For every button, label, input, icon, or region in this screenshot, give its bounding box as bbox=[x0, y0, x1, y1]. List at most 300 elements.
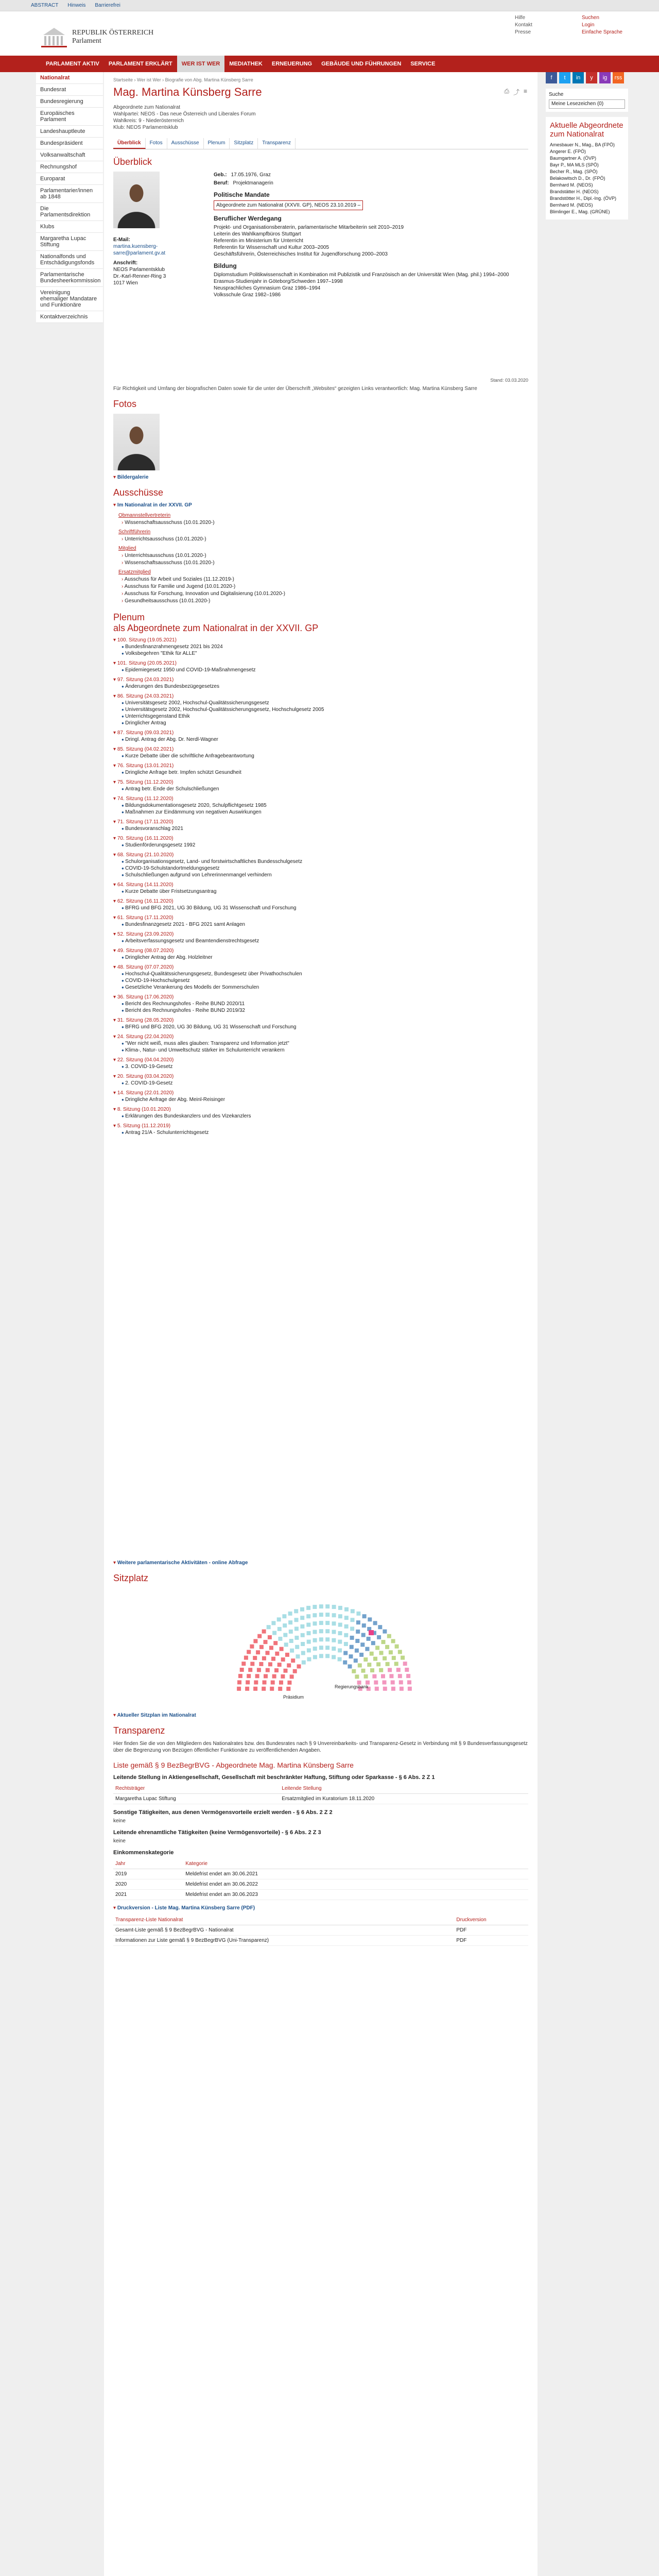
header-easy-language-link[interactable]: Einfache Sprache bbox=[582, 29, 622, 35]
seat bbox=[295, 1645, 299, 1649]
session-item[interactable]: ● Dringliche Anfrage der Abg. Meinl-Reisinger bbox=[122, 1096, 528, 1103]
committee-item[interactable]: › Wissenschaftsausschuss (10.01.2020-) bbox=[122, 560, 528, 567]
seat-plan-link[interactable]: ▾ Aktueller Sitzplan im Nationalrat bbox=[113, 1713, 528, 1718]
session-item[interactable]: ● Schulschließungen aufgrund von Lehrerinnenmangel verhindern bbox=[122, 872, 528, 878]
sidebar-item[interactable]: Die Parlamentsdirektion bbox=[36, 203, 103, 221]
session-item[interactable]: ● Dringliche Anfrage betr. Impfen schützt Gesundheit bbox=[122, 769, 528, 776]
header-links bbox=[515, 14, 532, 36]
seat bbox=[269, 1646, 273, 1650]
seat bbox=[259, 1662, 263, 1666]
seat bbox=[387, 1634, 391, 1638]
seat bbox=[313, 1630, 317, 1634]
session-block bbox=[113, 1017, 528, 1030]
session-date[interactable]: ▾ 86. Sitzung (24.03.2021) bbox=[113, 693, 528, 700]
seat bbox=[288, 1620, 292, 1624]
address-line-2: Dr.-Karl-Renner-Ring 3 bbox=[113, 274, 166, 279]
seat bbox=[332, 1630, 336, 1634]
seat bbox=[313, 1647, 317, 1651]
session-item[interactable]: ● Unterrichtsgegenstand Ethik bbox=[122, 713, 528, 720]
seat bbox=[352, 1669, 356, 1673]
t4-cell: Meldefrist endet am 30.06.2022 bbox=[183, 1879, 528, 1890]
menu-icon[interactable]: ≡ bbox=[523, 88, 527, 95]
seat bbox=[383, 1630, 387, 1634]
session-item[interactable]: ● Dringlicher Antrag bbox=[122, 720, 528, 726]
seat bbox=[279, 1681, 283, 1685]
committee-role: Mitglied bbox=[118, 546, 136, 551]
sidebar-item[interactable]: Bundespräsident bbox=[36, 138, 103, 149]
sidebar-item[interactable]: Vereinigung ehemaliger Mandatare und Funktionäre bbox=[36, 287, 103, 311]
sidebar-item[interactable]: Nationalrat bbox=[36, 72, 103, 84]
seat bbox=[237, 1687, 241, 1691]
committee-item[interactable]: › Ausschuss für Forschung, Innovation und Digitalisierung (10.01.2020-) bbox=[122, 590, 528, 598]
t4-cell: 2021 bbox=[113, 1890, 183, 1900]
sidebar-item[interactable]: Nationalfonds und Entschädigungsfonds bbox=[36, 251, 103, 269]
seat bbox=[301, 1651, 305, 1655]
table-row bbox=[113, 1869, 528, 1879]
session-item[interactable]: ● Hochschul-Qualitätssicherungsgesetz, Bundesgesetz über Privathochschulen bbox=[122, 971, 528, 977]
aktuell-item[interactable]: Baumgartner A. (ÖVP) bbox=[550, 156, 597, 161]
header-link-help[interactable]: Hilfe bbox=[515, 15, 526, 21]
session-item[interactable]: ● Antrag betr. Ende der Schulschließungen bbox=[122, 786, 528, 792]
seat bbox=[278, 1637, 282, 1641]
session-date[interactable]: ▾ 5. Sitzung (11.12.2019) bbox=[113, 1123, 528, 1129]
seat bbox=[351, 1618, 355, 1622]
seat bbox=[383, 1687, 387, 1691]
nav-parlament-aktiv[interactable]: PARLAMENT AKTIV bbox=[46, 61, 99, 67]
t4-cell: Meldefrist endet am 30.06.2021 bbox=[183, 1869, 528, 1879]
career-entry: Referentin für Wissenschaft und Kultur 2003–2005 bbox=[214, 245, 330, 250]
committee-item[interactable]: › Unterrichtsausschuss (10.01.2020-) bbox=[122, 536, 528, 543]
seat bbox=[283, 1633, 287, 1637]
session-date[interactable]: ▾ 22. Sitzung (04.04.2020) bbox=[113, 1057, 528, 1063]
session-date[interactable]: ▾ 87. Sitzung (09.03.2021) bbox=[113, 730, 528, 736]
career-entry: Projekt- und Organisationsberaterin, parlamentarische Mitarbeiterin seit 2010–2019 bbox=[214, 225, 404, 230]
seat bbox=[271, 1657, 275, 1661]
seat bbox=[373, 1657, 377, 1661]
seat bbox=[383, 1681, 387, 1685]
seat bbox=[266, 1651, 270, 1655]
session-date[interactable]: ▾ 76. Sitzung (13.01.2021) bbox=[113, 762, 528, 769]
tab-seat[interactable]: Sitzplatz bbox=[230, 138, 258, 149]
session-block bbox=[113, 1090, 528, 1103]
seat bbox=[294, 1609, 298, 1613]
seat bbox=[358, 1664, 362, 1668]
seat bbox=[289, 1630, 293, 1634]
seat bbox=[272, 1674, 276, 1679]
session-date[interactable]: ▾ 36. Sitzung (17.06.2020) bbox=[113, 994, 528, 1001]
tab-committees[interactable]: Ausschüsse bbox=[167, 138, 204, 149]
session-block bbox=[113, 947, 528, 961]
seat bbox=[325, 1613, 330, 1617]
page-tools bbox=[504, 88, 527, 96]
session-item[interactable]: ● BFRG und BFG 2021, UG 30 Bildung, UG 31 Wissenschaft und Forschung bbox=[122, 905, 528, 911]
seat bbox=[286, 1687, 290, 1691]
seat bbox=[313, 1621, 317, 1625]
search-label: Suche bbox=[549, 92, 564, 97]
page-body bbox=[0, 72, 659, 2576]
t5-cell[interactable]: PDF bbox=[454, 1936, 528, 1946]
t5-cell[interactable]: PDF bbox=[454, 1925, 528, 1936]
session-item[interactable]: ● Universitätsgesetz 2002, Hochschul-Qualitätssicherungsgesetz, Hochschulgesetz 2005 bbox=[122, 706, 528, 713]
seat bbox=[325, 1604, 330, 1608]
seat bbox=[300, 1616, 304, 1620]
session-date[interactable]: ▾ 68. Sitzung (21.10.2020) bbox=[113, 852, 528, 858]
session-item[interactable]: ● BFRG und BFG 2020, UG 30 Bildung, UG 31 Wissenschaft und Forschung bbox=[122, 1024, 528, 1030]
committee-role: Ersatzmitglied bbox=[118, 569, 151, 575]
seat bbox=[262, 1630, 266, 1634]
seat bbox=[250, 1662, 254, 1666]
aktuell-item[interactable]: Angerer E. (FPÖ) bbox=[550, 149, 586, 154]
seat bbox=[246, 1680, 250, 1684]
session-date[interactable]: ▾ 75. Sitzung (11.12.2020) bbox=[113, 779, 528, 786]
seat bbox=[297, 1665, 301, 1669]
seat bbox=[302, 1660, 306, 1665]
sidebar-item[interactable]: Kontaktverzeichnis bbox=[36, 311, 103, 323]
sidebar-item[interactable]: Parlamentarische Bundesheerkommission bbox=[36, 269, 103, 287]
session-item[interactable]: ● Antrag 21/A - Schulunterrichtsgesetz bbox=[122, 1129, 528, 1136]
session-block bbox=[113, 931, 528, 944]
seat bbox=[391, 1639, 395, 1643]
sidebar-item[interactable]: Bundesregierung bbox=[36, 96, 103, 108]
career-list bbox=[214, 224, 523, 258]
seat bbox=[307, 1657, 311, 1662]
session-item[interactable]: ● Epidemiegesetz 1950 und COVID-19-Maßnahmengesetz bbox=[122, 667, 528, 673]
twitter-icon[interactable]: t bbox=[559, 72, 570, 83]
aktuell-item[interactable]: Brandstätter H. (NEOS) bbox=[550, 189, 599, 194]
session-item[interactable]: ● Bundesfinanzrahmengesetz 2021 bis 2024 bbox=[122, 643, 528, 650]
committee-item[interactable]: › Gesundheitsausschuss (10.01.2020-) bbox=[122, 598, 528, 605]
seat bbox=[344, 1633, 348, 1637]
seat bbox=[391, 1687, 395, 1691]
seat bbox=[270, 1687, 274, 1691]
session-block bbox=[113, 898, 528, 911]
sidebar-item[interactable]: Volksanwaltschaft bbox=[36, 149, 103, 161]
tab-transparency[interactable]: Transparenz bbox=[258, 138, 296, 149]
session-date[interactable]: ▾ 61. Sitzung (17.11.2020) bbox=[113, 914, 528, 921]
session-block bbox=[113, 693, 528, 726]
session-item[interactable]: ● Bericht des Rechnungshofes - Reihe BUND 2020/11 bbox=[122, 1001, 528, 1007]
meta-role: Abgeordnete zum Nationalrat bbox=[113, 105, 181, 110]
bio-responsibility-note: Für Richtigkeit und Umfang der biografischen Daten sowie für die unter der Überschrift „Websites“ gezeigten Links verantwortlich: Mag. Martina Künsberg Sarre bbox=[113, 386, 477, 392]
session-item[interactable]: ● Bildungsdokumentationsgesetz 2020, Schulpflichtgesetz 1985 bbox=[122, 802, 528, 809]
seat bbox=[377, 1635, 381, 1639]
topbar-link-3[interactable]: Barrierefrei bbox=[95, 3, 120, 8]
print-icon[interactable]: ⎙ bbox=[504, 88, 509, 95]
committee-item[interactable]: › Unterrichtsausschuss (10.01.2020-) bbox=[122, 552, 528, 560]
committee-items bbox=[118, 576, 528, 605]
session-block bbox=[113, 852, 528, 878]
address-line-3: 1017 Wien bbox=[113, 280, 138, 286]
sidebar-item[interactable]: Landeshauptleute bbox=[36, 126, 103, 138]
linkedin-icon[interactable]: in bbox=[573, 72, 584, 83]
seat bbox=[375, 1646, 379, 1650]
t5-cell[interactable]: Gesamt-Liste gemäß § 9 BezBegrBVG - Nationalrat bbox=[113, 1925, 454, 1936]
session-date[interactable]: ▾ 100. Sitzung (19.05.2021) bbox=[113, 637, 528, 643]
session-date[interactable]: ▾ 20. Sitzung (03.04.2020) bbox=[113, 1073, 528, 1080]
seat bbox=[399, 1680, 403, 1684]
seat-plan-graphic bbox=[144, 1589, 505, 1702]
seat bbox=[406, 1674, 410, 1678]
t3-title: Leitende ehrenamtliche Tätigkeiten (keine Vermögensvorteile) - § 6 Abs. 2 Z 3 bbox=[113, 1829, 321, 1836]
nav-service[interactable]: SERVICE bbox=[410, 61, 436, 67]
seat bbox=[288, 1612, 292, 1616]
seat bbox=[332, 1605, 336, 1609]
session-date[interactable]: ▾ 8. Sitzung (10.01.2020) bbox=[113, 1106, 528, 1113]
share-icon[interactable]: ⤴ bbox=[513, 89, 519, 96]
session-item[interactable]: ● Schulorganisationsgesetz, Land- und forstwirtschaftliches Bundesschulgesetz bbox=[122, 858, 528, 865]
social-links bbox=[546, 72, 628, 83]
nav-mediathek[interactable]: MEDIATHEK bbox=[229, 61, 263, 67]
aktuell-list bbox=[550, 142, 624, 215]
seat bbox=[375, 1687, 379, 1691]
t5-cell[interactable]: Informationen zur Liste gemäß § 9 BezBegrBVG (Uni-Transparenz) bbox=[113, 1936, 454, 1946]
seat bbox=[361, 1669, 366, 1673]
rss-icon[interactable]: rss bbox=[613, 72, 624, 83]
seat bbox=[263, 1681, 267, 1685]
seat bbox=[281, 1657, 285, 1662]
topbar-link-2[interactable]: Hinweis bbox=[67, 3, 86, 8]
seat bbox=[273, 1641, 278, 1645]
session-block bbox=[113, 795, 528, 816]
seat bbox=[388, 1668, 392, 1672]
seat bbox=[278, 1663, 282, 1667]
seat bbox=[338, 1640, 342, 1644]
session-date[interactable]: ▾ 24. Sitzung (22.04.2020) bbox=[113, 1033, 528, 1040]
session-block bbox=[113, 1106, 528, 1120]
tab-plenum[interactable]: Plenum bbox=[204, 138, 230, 149]
seat bbox=[332, 1638, 336, 1642]
mandate-heading: Politische Mandate bbox=[214, 191, 270, 198]
youtube-icon[interactable]: y bbox=[586, 72, 597, 83]
sidebar-item[interactable]: Bundesrat bbox=[36, 84, 103, 96]
gallery-photo[interactable] bbox=[113, 414, 160, 470]
seat bbox=[275, 1652, 279, 1656]
seat bbox=[378, 1625, 382, 1629]
seat bbox=[294, 1636, 299, 1640]
session-item[interactable]: ● COVID-19-Schulstandortmeldungsgesetz bbox=[122, 865, 528, 872]
session-date[interactable]: ▾ 48. Sitzung (07.07.2020) bbox=[113, 964, 528, 971]
seat bbox=[325, 1629, 330, 1633]
seat bbox=[294, 1626, 299, 1631]
tab-photos[interactable]: Fotos bbox=[146, 138, 167, 149]
session-date[interactable]: ▾ 70. Sitzung (16.11.2020) bbox=[113, 835, 528, 842]
sidebar-item[interactable]: Europarat bbox=[36, 173, 103, 185]
portrait-photo bbox=[113, 172, 160, 228]
committees-toggle[interactable]: ▾ Im Nationalrat in der XXVII. GP bbox=[113, 502, 528, 508]
table-row bbox=[113, 1794, 528, 1804]
instagram-icon[interactable]: ig bbox=[599, 72, 611, 83]
session-date[interactable]: ▾ 101. Sitzung (20.05.2021) bbox=[113, 660, 528, 667]
seat bbox=[307, 1631, 311, 1635]
print-version-link[interactable]: ▾ Druckversion - Liste Mag. Martina Künsberg Sarre (PDF) bbox=[113, 1905, 528, 1911]
session-item[interactable]: ● Gesetzliche Verankerung des Modells der Sommerschulen bbox=[122, 984, 528, 991]
plenum-title: Plenum bbox=[113, 612, 145, 622]
seat bbox=[325, 1654, 330, 1658]
seat bbox=[244, 1656, 248, 1660]
gallery-toggle[interactable]: ▾ Bildergalerie bbox=[113, 474, 528, 480]
seat bbox=[319, 1613, 323, 1617]
session-item[interactable]: ● Studienförderungsgesetz 1992 bbox=[122, 842, 528, 849]
facebook-icon[interactable]: f bbox=[546, 72, 557, 83]
seat bbox=[332, 1647, 336, 1651]
plenum-more-link[interactable]: ▾ Weitere parlamentarische Aktivitäten - online Abfrage bbox=[113, 1560, 528, 1566]
session-item[interactable]: ● Kurze Debatte über die schriftliche Anfragebeantwortung bbox=[122, 753, 528, 759]
aktuell-item[interactable]: Bayr P., MA MLS (SPÖ) bbox=[550, 162, 599, 167]
session-item[interactable]: ● Änderungen des Bundesbezügegesetzes bbox=[122, 683, 528, 690]
seat bbox=[351, 1609, 355, 1613]
seat bbox=[319, 1637, 323, 1641]
seat bbox=[367, 1637, 371, 1641]
session-item[interactable]: ● Bericht des Rechnungshofes - Reihe BUND 2019/32 bbox=[122, 1007, 528, 1014]
seat bbox=[338, 1648, 342, 1652]
seat bbox=[241, 1662, 246, 1666]
t4-header-1: Kategorie bbox=[183, 1859, 528, 1869]
seat bbox=[237, 1680, 241, 1684]
seat bbox=[391, 1681, 395, 1685]
session-date[interactable]: ▾ 64. Sitzung (14.11.2020) bbox=[113, 882, 528, 888]
session-date[interactable]: ▾ 49. Sitzung (08.07.2020) bbox=[113, 947, 528, 954]
sidebar-item[interactable]: Europäisches Parlament bbox=[36, 108, 103, 126]
career-heading: Beruflicher Werdegang bbox=[214, 215, 282, 222]
session-item[interactable]: ● 3. COVID-19-Gesetz bbox=[122, 1063, 528, 1070]
session-block bbox=[113, 730, 528, 743]
committee-item[interactable]: › Ausschuss für Familie und Jugend (10.01.2020-) bbox=[122, 583, 528, 590]
session-date[interactable]: ▾ 97. Sitzung (24.03.2021) bbox=[113, 676, 528, 683]
session-item[interactable]: ● Volksbegehren "Ethik für ALLE" bbox=[122, 650, 528, 657]
nav-wer-ist-wer[interactable]: WER IST WER bbox=[177, 56, 225, 72]
header-login-link[interactable]: Login bbox=[582, 22, 595, 28]
session-item[interactable]: ● Dringlicher Antrag der Abg. Holzleitner bbox=[122, 954, 528, 961]
header-right-links bbox=[582, 14, 622, 36]
email-link[interactable]: martina.kuensberg-sarre@parlament.gv.at bbox=[113, 244, 166, 256]
session-item[interactable]: ● Universitätsgesetz 2002, Hochschul-Qualitätssicherungsgesetz bbox=[122, 700, 528, 706]
transparency-intro: Hier finden Sie die von den Mitgliedern des Nationalrates bzw. des Bundesrates nach § 9 Unvereinbarkeits- und Transparenz-Gesetz in Verbindung mit § 9 Bundesverfassungsgesetz über die Begrenzung von Bezügen öffentlicher Funktionäre zu veröffentlichenden Angaben. bbox=[113, 1741, 528, 1753]
session-date[interactable]: ▾ 31. Sitzung (28.05.2020) bbox=[113, 1017, 528, 1024]
header-link-contact[interactable]: Kontakt bbox=[515, 22, 532, 28]
sidebar-item[interactable]: Margaretha Lupac Stiftung bbox=[36, 233, 103, 251]
session-item[interactable]: ● COVID-19-Hochschulgesetz bbox=[122, 977, 528, 984]
committee-item[interactable]: › Wissenschaftsausschuss (10.01.2020-) bbox=[122, 519, 528, 527]
tab-overview[interactable]: Überblick bbox=[113, 138, 146, 149]
seat bbox=[392, 1656, 396, 1660]
bookmark-select[interactable]: Meine Lesezeichen (0) bbox=[549, 99, 625, 109]
logo-line2: Parlament bbox=[72, 37, 101, 45]
seat bbox=[396, 1668, 401, 1672]
session-item[interactable]: ● Bundesfinanzgesetz 2021 - BFG 2021 samt Anlagen bbox=[122, 921, 528, 928]
seat bbox=[313, 1613, 317, 1617]
seat bbox=[287, 1681, 291, 1685]
session-date[interactable]: ▾ 74. Sitzung (11.12.2020) bbox=[113, 795, 528, 802]
session-item[interactable]: ● Bundesvoranschlag 2021 bbox=[122, 825, 528, 832]
seat bbox=[319, 1646, 323, 1650]
t1-header-1: Leitende Stellung bbox=[280, 1784, 528, 1794]
aktuell-title: Aktuelle Abgeordnete zum Nationalrat bbox=[550, 121, 623, 139]
session-date[interactable]: ▾ 52. Sitzung (23.09.2020) bbox=[113, 931, 528, 938]
job-value: Projektmanagerin bbox=[233, 180, 273, 186]
parliament-logo[interactable] bbox=[41, 27, 153, 47]
seat bbox=[277, 1617, 281, 1621]
aktuell-box bbox=[546, 117, 628, 219]
bookmark-box bbox=[546, 89, 628, 112]
aktuell-item[interactable]: Blimlinger E., Mag. (GRÜNE) bbox=[550, 209, 610, 214]
seat bbox=[325, 1646, 330, 1650]
session-date[interactable]: ▾ 14. Sitzung (22.01.2020) bbox=[113, 1090, 528, 1096]
seat bbox=[253, 1639, 257, 1643]
session-item[interactable]: ● 2. COVID-19-Gesetz bbox=[122, 1080, 528, 1087]
seat bbox=[338, 1606, 342, 1610]
t2-title: Sonstige Tätigkeiten, aus denen Vermögensvorteile erzielt werden - § 6 Abs. 2 Z 2 bbox=[113, 1809, 333, 1816]
session-item[interactable]: ● Dringl. Antrag der Abg. Dr. Nerdl-Wagner bbox=[122, 736, 528, 743]
nav-erneuerung[interactable]: ERNEUERUNG bbox=[271, 61, 313, 67]
main-navigation bbox=[0, 56, 659, 72]
aktuell-item[interactable]: Becher R., Mag. (SPÖ) bbox=[550, 169, 598, 174]
t4-cell: 2019 bbox=[113, 1869, 183, 1879]
t4-cell: Meldefrist endet am 30.06.2023 bbox=[183, 1890, 528, 1900]
aktuell-item[interactable]: Amesbauer N., Mag., BA (FPÖ) bbox=[550, 142, 615, 147]
seat bbox=[325, 1637, 330, 1641]
session-date[interactable]: ▾ 62. Sitzung (16.11.2020) bbox=[113, 898, 528, 905]
header-link-press[interactable]: Presse bbox=[515, 29, 531, 35]
session-block bbox=[113, 1033, 528, 1054]
transparency-list-title: Liste gemäß § 9 BezBegrBVG - Abgeordnete Mag. Martina Künsberg Sarre bbox=[113, 1761, 354, 1769]
transparency-heading: Transparenz bbox=[113, 1725, 165, 1736]
aktuell-item[interactable]: Brandstötter H., Dipl.-Ing. (ÖVP) bbox=[550, 196, 617, 201]
seat bbox=[395, 1645, 399, 1649]
aktuell-item[interactable]: Bernhard M. (NEOS) bbox=[550, 202, 593, 208]
session-date[interactable]: ▾ 85. Sitzung (04.02.2021) bbox=[113, 746, 528, 753]
seat bbox=[250, 1645, 254, 1649]
sidebar-item[interactable]: Klubs bbox=[36, 221, 103, 233]
education-entry: Erasmus-Studienjahr in Göteborg/Schweden 1997–1998 bbox=[214, 279, 343, 284]
sidebar-item[interactable]: Parlamentarier/innen ab 1848 bbox=[36, 185, 103, 203]
seat bbox=[332, 1655, 336, 1659]
seat bbox=[267, 1625, 271, 1629]
seat bbox=[300, 1607, 304, 1612]
seat bbox=[359, 1653, 363, 1657]
session-block bbox=[113, 964, 528, 991]
session-block bbox=[113, 1073, 528, 1087]
plenum-subtitle: als Abgeordnete zum Nationalrat in der XXVII. GP bbox=[113, 623, 319, 633]
header-search-link[interactable]: Suchen bbox=[582, 15, 599, 21]
session-item[interactable]: ● Erklärungen des Bundeskanzlers und des Vizekanzlers bbox=[122, 1113, 528, 1120]
committee-item[interactable]: › Ausschuss für Arbeit und Soziales (11.12.2019-) bbox=[122, 576, 528, 583]
session-date[interactable]: ▾ 71. Sitzung (17.11.2020) bbox=[113, 819, 528, 825]
session-item[interactable]: ● Kurze Debatte über Fristsetzungsantrag bbox=[122, 888, 528, 895]
seat bbox=[284, 1669, 288, 1673]
seat bbox=[290, 1674, 294, 1679]
seat-heading: Sitzplatz bbox=[113, 1573, 149, 1583]
seat bbox=[332, 1613, 336, 1617]
seat bbox=[280, 1647, 284, 1651]
nav-parlament-erklaert[interactable]: PARLAMENT ERKLÄRT bbox=[108, 61, 172, 67]
seat bbox=[284, 1642, 288, 1647]
session-item[interactable]: ● Maßnahmen zur Eindämmung von negativen Auswirkungen bbox=[122, 809, 528, 816]
t1-table bbox=[113, 1784, 528, 1804]
session-item[interactable]: ● Arbeitsverfassungsgesetz und Beamtendienstrechtsgesetz bbox=[122, 938, 528, 944]
topbar-link-1[interactable]: ABSTRACT bbox=[31, 3, 59, 8]
seat bbox=[289, 1639, 293, 1643]
session-item[interactable]: ● "Wer nicht weiß, muss alles glauben: Transparenz und Information jetzt" bbox=[122, 1040, 528, 1047]
nav-gebaeude[interactable]: GEBÄUDE UND FÜHRUNGEN bbox=[321, 61, 402, 67]
session-item[interactable]: ● Klima-, Natur- und Umweltschutz stärker im Schulunterricht verankern bbox=[122, 1047, 528, 1054]
sidebar-item[interactable]: Rechnungshof bbox=[36, 161, 103, 173]
career-entry: Referentin im Ministerium für Unterricht bbox=[214, 238, 303, 244]
seat bbox=[367, 1663, 371, 1667]
aktuell-item[interactable]: Bernhard M. (NEOS) bbox=[550, 182, 593, 188]
seat bbox=[355, 1674, 359, 1679]
aktuell-item[interactable]: Belakowitsch D., Dr. (FPÖ) bbox=[550, 176, 605, 181]
seat bbox=[248, 1668, 252, 1672]
